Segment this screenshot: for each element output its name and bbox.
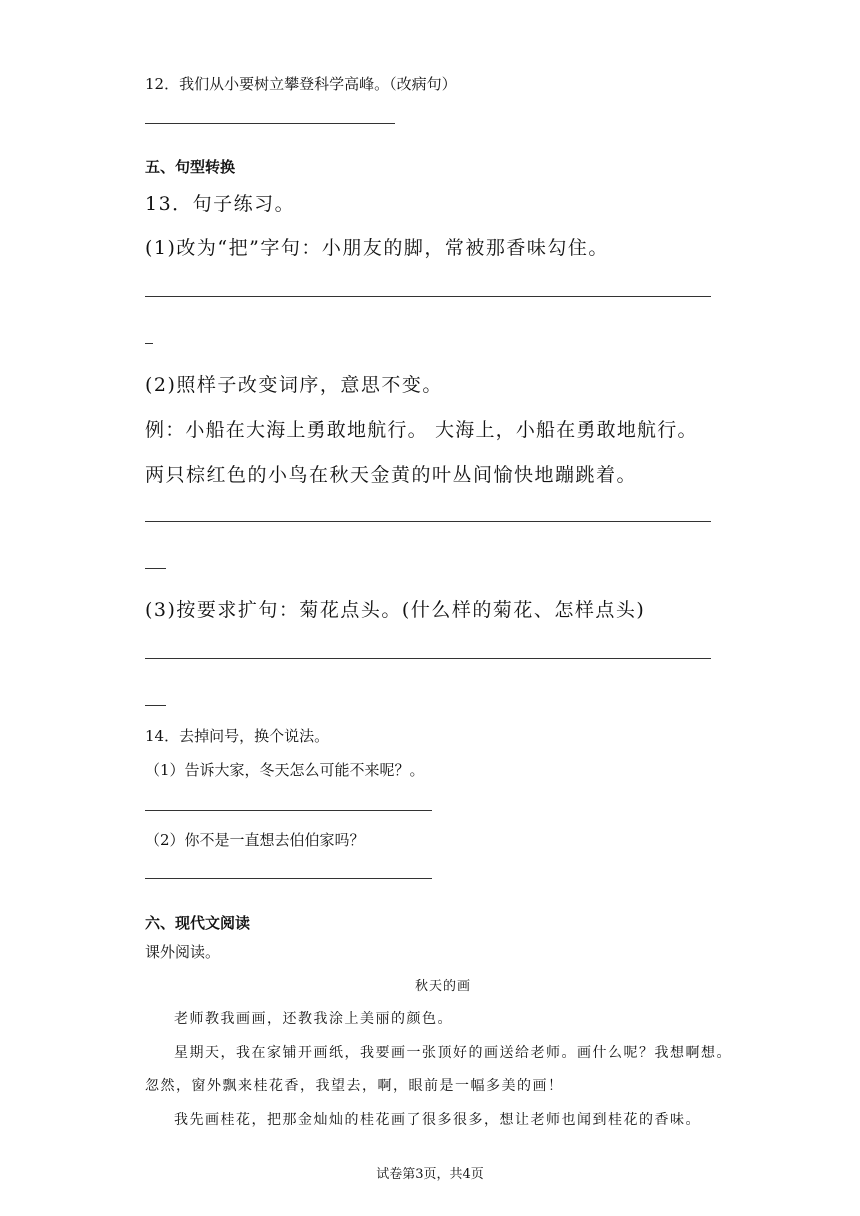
answer-line-q13-3[interactable] — [145, 658, 711, 659]
answer-line-q13-1[interactable] — [145, 296, 711, 297]
passage-paragraph-2-line-1: 星期天，我在家铺开画纸，我要画一张顶好的画送给老师。画什么呢？我想啊想。 — [174, 1045, 732, 1061]
passage-title: 秋天的画 — [414, 979, 471, 994]
question-14-intro: 14．去掉问号，换个说法。 — [145, 727, 330, 745]
passage-paragraph-1: 老师教我画画，还教我涂上美丽的颜色。 — [174, 1011, 453, 1027]
answer-line-q13-3-continued — [145, 705, 166, 706]
passage-paragraph-2-line-2: 忽然，窗外飘来桂花香，我望去，啊，眼前是一幅多美的画！ — [145, 1078, 564, 1094]
answer-line-q14-2[interactable] — [145, 878, 432, 879]
answer-line-q12[interactable] — [145, 123, 395, 124]
passage-paragraph-3: 我先画桂花，把那金灿灿的桂花画了很多很多，想让老师也闻到桂花的香味。 — [174, 1112, 701, 1128]
section-5-heading: 五、句型转换 — [145, 158, 236, 176]
section-6-heading: 六、现代文阅读 — [145, 914, 251, 932]
question-13-intro: 13．句子练习。 — [145, 193, 296, 215]
question-14-part-2: （2）你不是一直想去伯伯家吗？ — [145, 831, 365, 849]
page-footer: 试卷第3页，共4页 — [376, 1167, 484, 1182]
question-12: 12．我们从小要树立攀登科学高峰。（改病句） — [145, 75, 457, 93]
question-13-sentence: 两只棕红色的小鸟在秋天金黄的叶丛间愉快地蹦跳着。 — [145, 464, 638, 486]
answer-line-q13-2[interactable] — [145, 521, 711, 522]
question-14-part-1: （1）告诉大家，冬天怎么可能不来呢？。 — [145, 761, 425, 779]
answer-line-q14-1[interactable] — [145, 810, 432, 811]
answer-line-q13-1-continued — [145, 343, 153, 344]
question-13-part-1: (1)改为“把”字句：小朋友的脚，常被那香味勾住。 — [145, 237, 609, 259]
answer-line-q13-2-continued — [145, 568, 166, 569]
reading-instruction: 课外阅读。 — [145, 943, 221, 961]
question-13-part-3: (3)按要求扩句：菊花点头。(什么样的菊花、怎样点头) — [145, 599, 646, 621]
question-13-part-2: (2)照样子改变词序，意思不变。 — [145, 374, 443, 396]
question-13-example: 例：小船在大海上勇敢地航行。 大海上，小船在勇敢地航行。 — [145, 419, 698, 441]
